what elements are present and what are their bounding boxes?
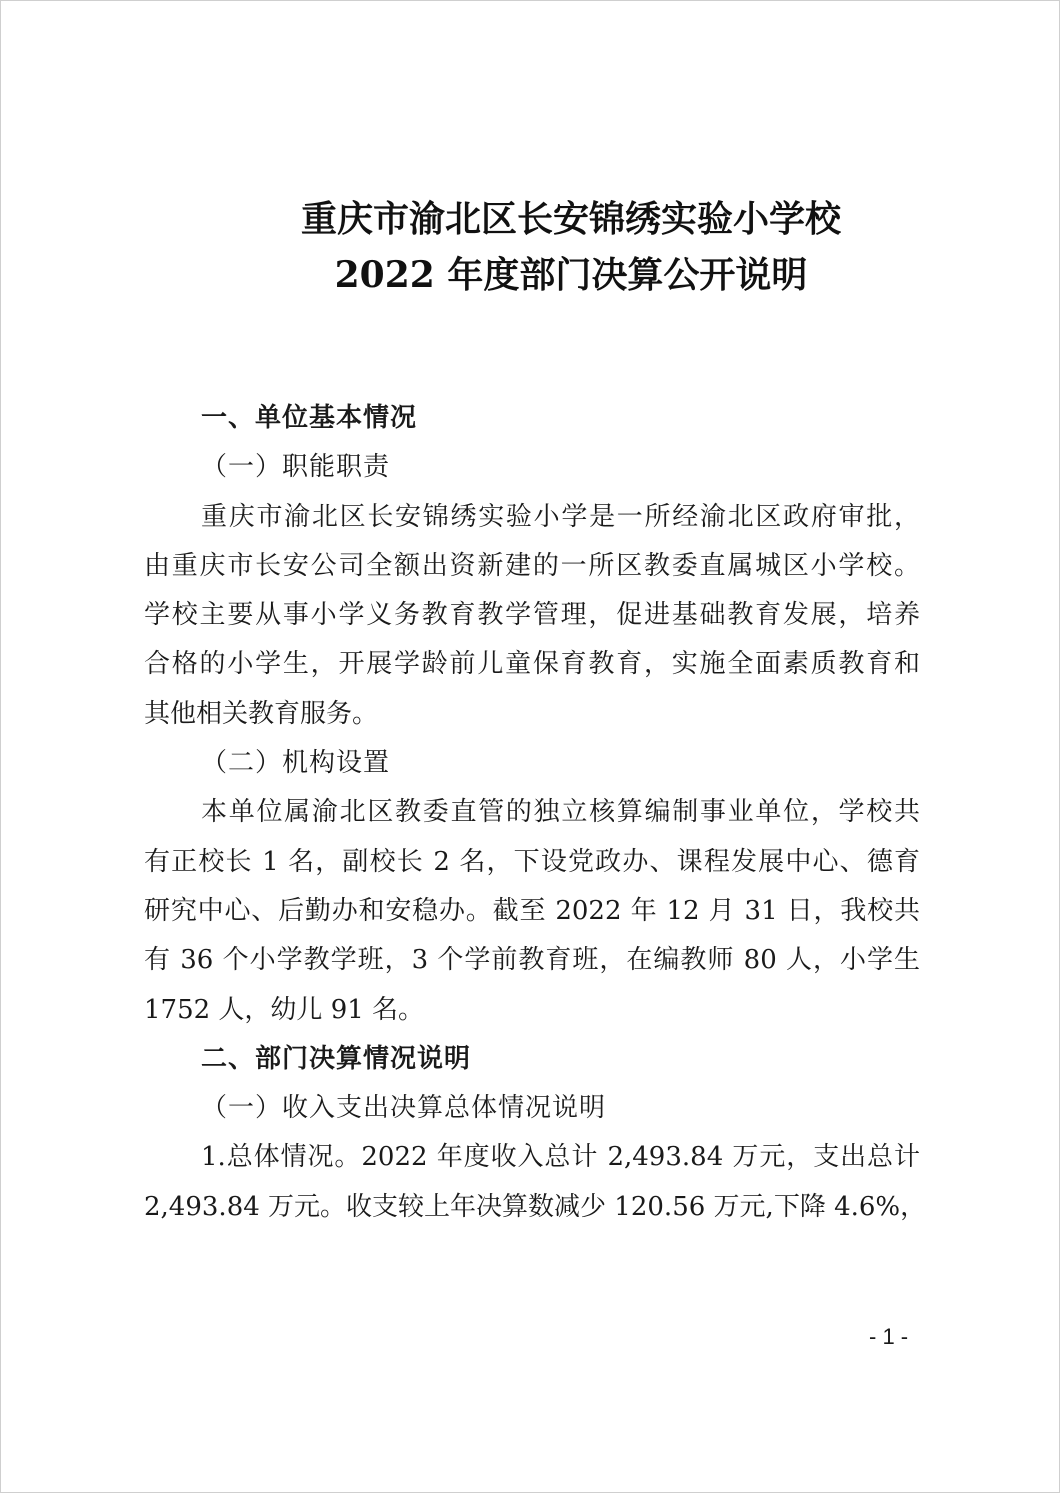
title-line-2: 2022 年度部门决算公开说明: [334, 254, 808, 296]
paragraph-line: 研究中心、后勤办和安稳办。截至 2022 年 12 月 31 日，我校共: [144, 895, 920, 926]
subheading-functions: （一）职能职责: [201, 452, 391, 483]
paragraph-line: 1752 人，幼儿 91 名。: [144, 994, 425, 1025]
paragraph-line: 重庆市渝北区长安锦绣实验小学是一所经渝北区政府审批，: [201, 501, 920, 532]
title-line-1: 重庆市渝北区长安锦绣实验小学校: [300, 198, 841, 240]
subheading-organization: （二）机构设置: [201, 748, 391, 779]
paragraph-line: 本单位属渝北区教委直管的独立核算编制事业单位，学校共: [201, 797, 920, 828]
paragraph-line: 合格的小学生，开展学龄前儿童保育教育，实施全面素质教育和: [144, 649, 920, 680]
paragraph-line: 其他相关教育服务。: [144, 698, 379, 729]
paragraph-line: 由重庆市长安公司全额出资新建的一所区教委直属城区小学校。: [144, 550, 920, 581]
paragraph-line: 学校主要从事小学义务教育教学管理，促进基础教育发展，培养: [144, 600, 920, 631]
paragraph-line: 有正校长 1 名，副校长 2 名，下设党政办、课程发展中心、德育: [144, 846, 920, 877]
document-title: [1, 191, 1060, 303]
subheading-income-expense: （一）收入支出决算总体情况说明: [201, 1093, 607, 1124]
section-heading-1: 一、单位基本情况: [201, 403, 418, 433]
page-number: - 1 -: [869, 1324, 909, 1349]
document-body: [144, 394, 927, 1232]
paragraph-line: 2,493.84 万元。收支较上年决算数减少 120.56 万元,下降 4.6%，: [144, 1191, 927, 1222]
paragraph-line: 1.总体情况。2022 年度收入总计 2,493.84 万元，支出总计: [201, 1142, 920, 1173]
paragraph-line: 有 36 个小学教学班，3 个学前教育班，在编教师 80 人，小学生: [144, 945, 920, 976]
section-heading-2: 二、部门决算情况说明: [201, 1043, 472, 1074]
